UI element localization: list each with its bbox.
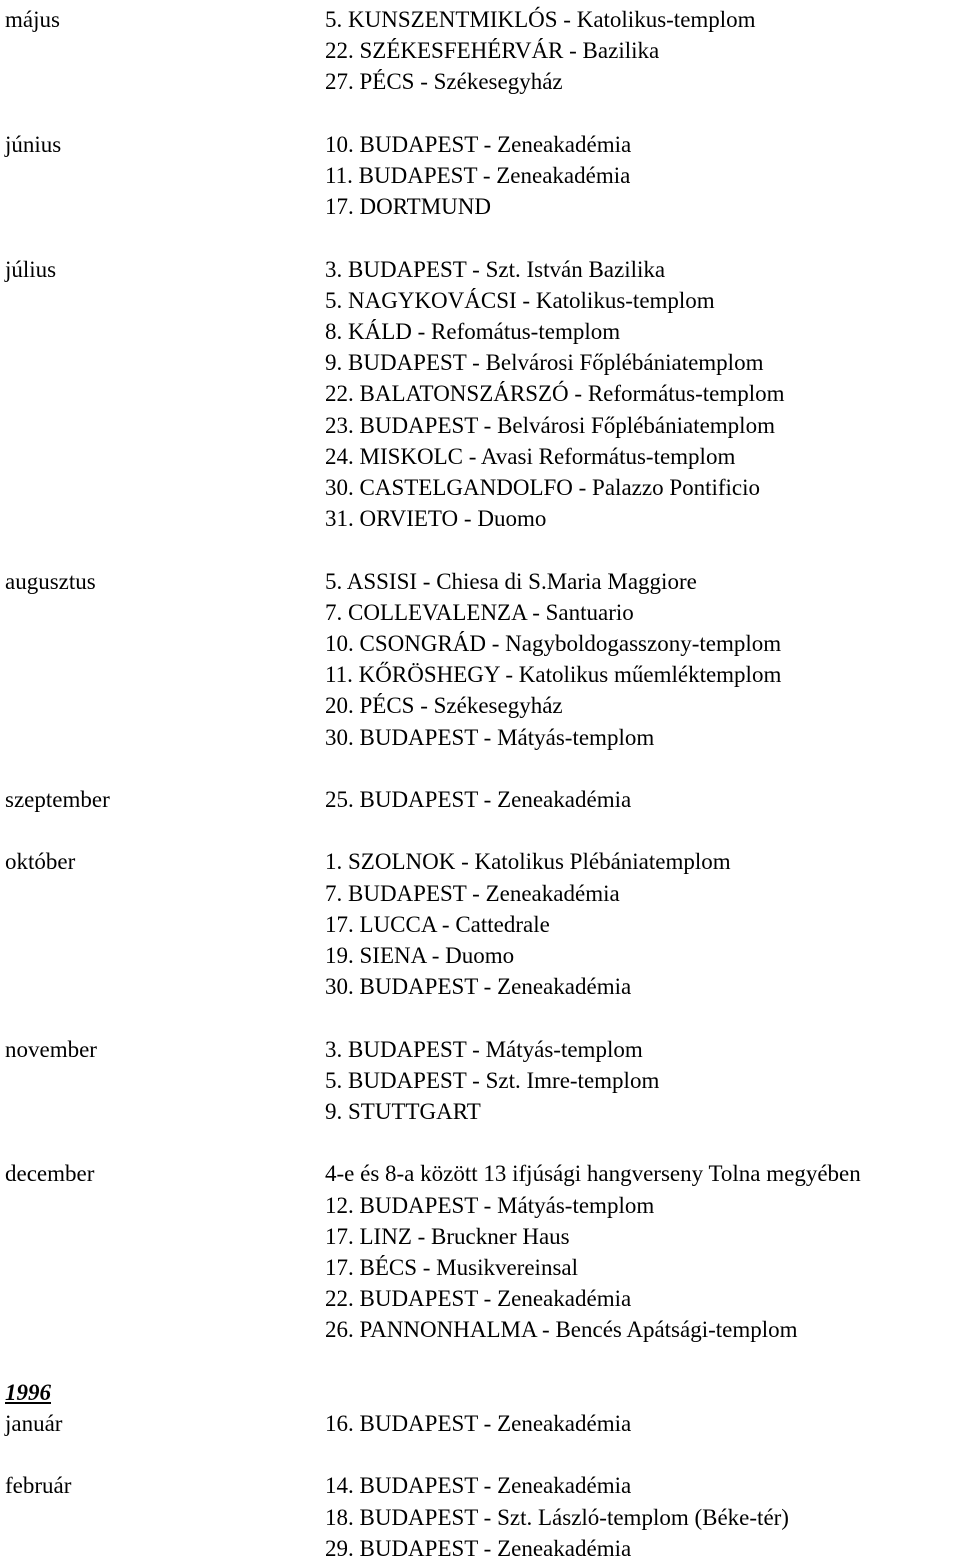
event-entry: 14. BUDAPEST - Zeneakadémia (325, 1473, 632, 1498)
event-entry: 22. BALATONSZÁRSZÓ - Református-templom (325, 381, 785, 406)
event-entry: 17. DORTMUND (325, 194, 492, 219)
month-label: szeptember (5, 787, 110, 812)
event-entry: 20. PÉCS - Székesegyház (325, 693, 563, 718)
month-label: július (5, 257, 57, 282)
month-label: augusztus (5, 569, 96, 594)
event-entry: 10. BUDAPEST - Zeneakadémia (325, 132, 632, 157)
year-heading: 1996 (5, 1380, 51, 1405)
event-entry: 26. PANNONHALMA - Bencés Apátsági-templom (325, 1317, 798, 1342)
event-entry: 17. BÉCS - Musikvereinsal (325, 1255, 578, 1280)
event-entry: 25. BUDAPEST - Zeneakadémia (325, 787, 632, 812)
event-entry: 3. BUDAPEST - Szt. István Bazilika (325, 257, 666, 282)
event-entry: 3. BUDAPEST - Mátyás-templom (325, 1037, 643, 1062)
event-entry: 4-e és 8-a között 13 ifjúsági hangverseny Tolna megyében (325, 1161, 861, 1186)
event-entry: 30. BUDAPEST - Mátyás-templom (325, 725, 655, 750)
event-entry: 5. BUDAPEST - Szt. Imre-templom (325, 1068, 660, 1093)
event-entry: 8. KÁLD - Refomátus-templom (325, 319, 621, 344)
event-entry: 5. NAGYKOVÁCSI - Katolikus-templom (325, 288, 715, 313)
event-entry: 11. BUDAPEST - Zeneakadémia (325, 163, 631, 188)
event-entry: 23. BUDAPEST - Belvárosi Főplébániatemplom (325, 413, 775, 438)
month-label: június (5, 132, 62, 157)
event-entry: 11. KŐRÖSHEGY - Katolikus műemléktemplom (325, 662, 782, 687)
month-label: november (5, 1037, 97, 1062)
event-entry: 27. PÉCS - Székesegyház (325, 69, 563, 94)
event-entry: 17. LINZ - Bruckner Haus (325, 1224, 570, 1249)
event-entry: 22. BUDAPEST - Zeneakadémia (325, 1286, 632, 1311)
event-entry: 10. CSONGRÁD - Nagyboldogasszony-templom (325, 631, 782, 656)
event-entry: 9. STUTTGART (325, 1099, 481, 1124)
event-entry: 30. CASTELGANDOLFO - Palazzo Pontificio (325, 475, 761, 500)
event-entry: 30. BUDAPEST - Zeneakadémia (325, 974, 632, 999)
event-entry: 22. SZÉKESFEHÉRVÁR - Bazilika (325, 38, 660, 63)
event-entry: 18. BUDAPEST - Szt. László-templom (Béke-tér) (325, 1505, 789, 1530)
event-entry: 24. MISKOLC - Avasi Református-templom (325, 444, 736, 469)
event-entry: 19. SIENA - Duomo (325, 943, 515, 968)
event-entry: 5. ASSISI - Chiesa di S.Maria Maggiore (325, 569, 697, 594)
month-label: január (5, 1411, 63, 1436)
month-label: február (5, 1473, 72, 1498)
event-entry: 1. SZOLNOK - Katolikus Plébániatemplom (325, 849, 731, 874)
event-entry: 17. LUCCA - Cattedrale (325, 912, 550, 937)
event-entry: 16. BUDAPEST - Zeneakadémia (325, 1411, 632, 1436)
event-entry: 12. BUDAPEST - Mátyás-templom (325, 1193, 655, 1218)
event-entry: 7. COLLEVALENZA - Santuario (325, 600, 634, 625)
event-entry: 9. BUDAPEST - Belvárosi Főplébániatemplom (325, 350, 764, 375)
event-entry: 5. KUNSZENTMIKLÓS - Katolikus-templom (325, 7, 756, 32)
event-entry: 31. ORVIETO - Duomo (325, 506, 547, 531)
event-entry: 7. BUDAPEST - Zeneakadémia (325, 881, 620, 906)
month-label: május (5, 7, 60, 32)
month-label: október (5, 849, 76, 874)
event-entry: 29. BUDAPEST - Zeneakadémia (325, 1536, 632, 1561)
month-label: december (5, 1161, 95, 1186)
